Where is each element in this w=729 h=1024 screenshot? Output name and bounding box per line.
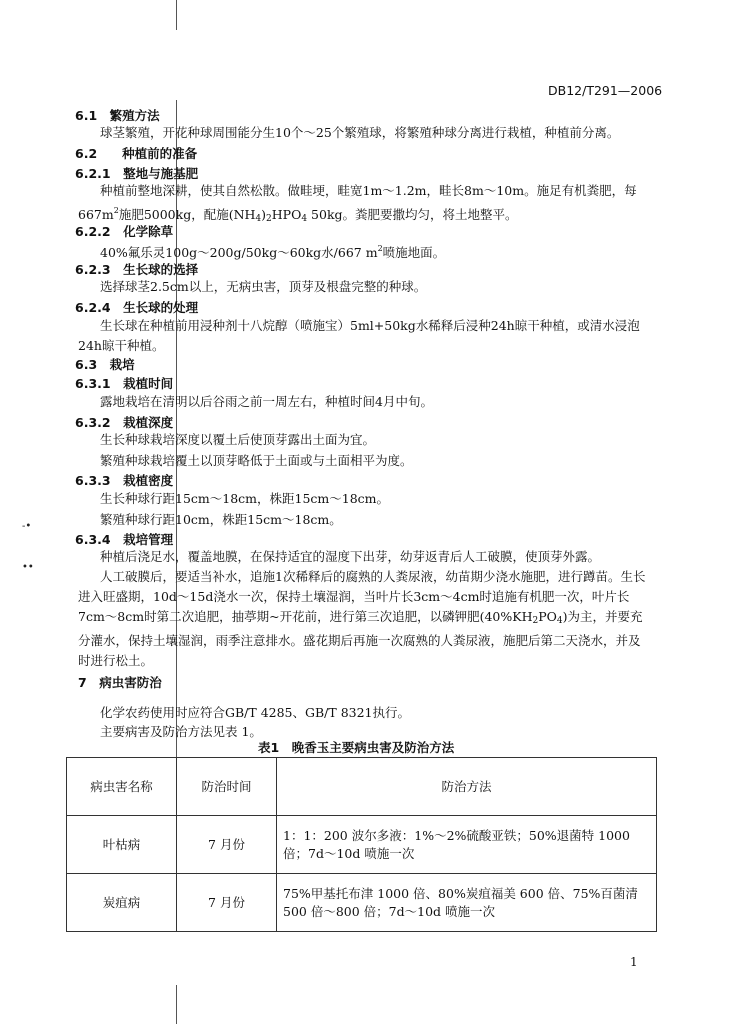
para-7-a: 化学农药使用时应符合GB/T 4285、GB/T 8321执行。 xyxy=(100,705,411,720)
para-6-3-2-b: 繁殖种球栽培覆土以顶芽略低于土面或与土面相平为度。 xyxy=(100,453,413,468)
para-6-2-1: 种植前整地深耕，使其自然松散。做畦埂，畦宽1m～1.2m，畦长8m～10m。施足有机粪肥，每$667m^2$施肥5000kg，配施$(NH_4)_2HPO_4$ 50kg。粪肥要撒均匀，将土地整平。 xyxy=(78,183,637,224)
heading-6-3-2: 6.3.2 栽植深度 xyxy=(75,415,174,430)
heading-6-3-1: 6.3.1 栽植时间 xyxy=(75,376,174,391)
row-2-method: 75%甲基托布津 1000 倍、80%炭疽福美 600 倍、75%百菌清 500 倍～800 倍；7d～10d 喷施一次 xyxy=(277,874,657,932)
table-row xyxy=(67,874,657,932)
heading-6-2: 6.2 种植前的准备 xyxy=(75,146,198,161)
heading-6-3-4: 6.3.4 栽培管理 xyxy=(75,532,174,547)
heading-6-2-2: 6.2.2 化学除草 xyxy=(75,224,174,239)
para-6-3-3-b: 繁殖种球行距10cm，株距15cm～18cm。 xyxy=(100,512,342,527)
heading-6-3: 6.3 栽培 xyxy=(75,357,135,372)
para-6-3-4-b: 人工破膜后，要适当补水，追施1次稀释后的腐熟的人粪尿液，幼苗期少浇水施肥，进行蹲苗。生长进入旺盛期，10d～15d浇水一次，保持土壤湿润，当叶片长3cm～4cm时追施有机肥一次，叶片长7cm～8cm时第二次追肥，抽葶期~开花前，进行第三次追肥，以磷钾肥$(40\%KH_2PO_4)$为主，并要充分灌水，保持土壤湿润，雨季注意排水。盛花期后再施一次腐熟的人粪尿液，施肥后第二天浇水，并及时进行松土。 xyxy=(78,569,646,668)
row-1-time: 7 月份 xyxy=(177,816,277,874)
page-number: 1 xyxy=(630,955,638,969)
heading-6-2-4: 6.2.4 生长球的处理 xyxy=(75,300,199,315)
row-2-time: 7 月份 xyxy=(177,874,277,932)
para-6-3-3-a: 生长种球行距15cm～18cm，株距15cm～18cm。 xyxy=(100,491,390,506)
table-row xyxy=(67,816,657,874)
para-6-3-2-a: 生长种球栽培深度以覆土后使顶芽露出土面为宜。 xyxy=(100,432,376,447)
heading-6-3-3: 6.3.3 栽植密度 xyxy=(75,473,174,488)
scan-line-top xyxy=(176,0,177,30)
heading-6-1: 6.1 繁殖方法 xyxy=(75,108,160,123)
para-7-b: 主要病害及防治方法见表 1。 xyxy=(100,724,262,739)
table-header-row xyxy=(67,758,657,816)
heading-6-2-3: 6.2.3 生长球的选择 xyxy=(75,262,199,277)
header-method: 防治方法 xyxy=(277,758,657,816)
margin-mark-1: -• xyxy=(22,521,32,532)
row-2-name: 炭疽病 xyxy=(67,874,177,932)
standard-number: DB12/T291—2006 xyxy=(548,83,663,98)
para-6-1: 球茎繁殖，开花种球周围能分生10个～25个繁殖球，将繁殖种球分离进行栽植，种植前分离。 xyxy=(100,125,620,140)
para-6-3-4-a: 种植后浇足水，覆盖地膜，在保持适宜的湿度下出芽，幼芽返青后人工破膜，使顶芽外露。 xyxy=(100,549,601,564)
row-1-name: 叶枯病 xyxy=(67,816,177,874)
pest-control-table xyxy=(66,757,657,932)
header-time: 防治时间 xyxy=(177,758,277,816)
para-6-2-4: 生长球在种植前用浸种剂十八烷醇（喷施宝）5ml+50kg水稀释后浸种24h晾干种植，或清水浸泡24h晾干种植。 xyxy=(78,318,640,353)
table-caption: 表1 晚香玉主要病虫害及防治方法 xyxy=(258,740,455,755)
scan-line-bottom xyxy=(176,985,177,1024)
row-1-method: 1：1：200 波尔多液：1%～2%硫酸亚铁；50%退菌特 1000 倍；7d～10d 喷施一次 xyxy=(277,816,657,874)
para-6-3-1: 露地栽培在清明以后谷雨之前一周左右，种植时间4月中旬。 xyxy=(100,394,433,409)
heading-7: 7 病虫害防治 xyxy=(78,675,162,690)
heading-6-2-1: 6.2.1 整地与施基肥 xyxy=(75,166,199,181)
margin-mark-2: •• xyxy=(22,562,34,573)
para-6-2-2: 40%氟乐灵100g～200g/50kg～60kg水/667 $m^2$喷施地面。 xyxy=(100,244,446,260)
para-6-2-3: 选择球茎2.5cm以上，无病虫害，顶芽及根盘完整的种球。 xyxy=(100,279,427,294)
header-name: 病虫害名称 xyxy=(67,758,177,816)
